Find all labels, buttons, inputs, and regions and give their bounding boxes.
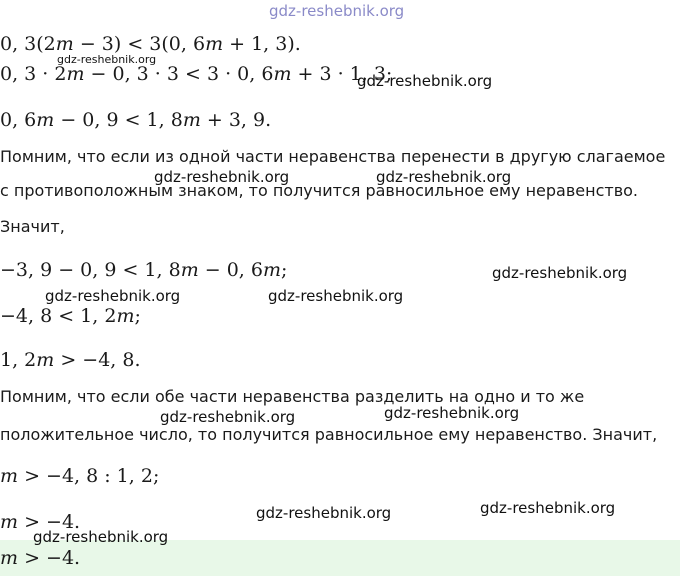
- watermark: gdz-reshebnik.org: [45, 287, 181, 305]
- watermark: gdz-reshebnik.org: [154, 168, 290, 186]
- watermark: gdz-reshebnik.org: [480, 499, 616, 517]
- math-line-6: 1, 2m > −4, 8.: [0, 349, 141, 371]
- watermark-top: gdz-reshebnik.org: [269, 2, 405, 20]
- answer-line: m > −4.: [0, 547, 81, 569]
- watermark: gdz-reshebnik.org: [33, 528, 169, 546]
- math-line-5: −4, 8 < 1, 2m;: [0, 305, 141, 327]
- text-line-5: положительное число, то получится равносильное ему неравенство. Значит,: [0, 425, 658, 444]
- watermark: gdz-reshebnik.org: [160, 408, 296, 426]
- watermark-small: gdz-reshebnik.org: [57, 53, 157, 66]
- watermark: gdz-reshebnik.org: [268, 287, 404, 305]
- math-line-3: 0, 6m − 0, 9 < 1, 8m + 3, 9.: [0, 109, 272, 131]
- watermark: gdz-reshebnik.org: [384, 404, 520, 422]
- text-line-3: Значит,: [0, 217, 65, 236]
- math-line-4: −3, 9 − 0, 9 < 1, 8m − 0, 6m;: [0, 259, 288, 281]
- math-line-7: m > −4, 8 : 1, 2;: [0, 465, 160, 487]
- math-line-1: 0, 3(2m − 3) < 3(0, 6m + 1, 3).: [0, 33, 301, 55]
- watermark: gdz-reshebnik.org: [376, 168, 512, 186]
- text-line-1: Помним, что если из одной части неравенства перенести в другую слагаемое: [0, 147, 666, 166]
- watermark: gdz-reshebnik.org: [492, 264, 628, 282]
- math-line-8: m > −4.: [0, 511, 81, 533]
- watermark: gdz-reshebnik.org: [357, 72, 493, 90]
- watermark: gdz-reshebnik.org: [256, 504, 392, 522]
- text-line-4: Помним, что если обе части неравенства разделить на одно и то же: [0, 387, 585, 406]
- text-line-2: с противоположным знаком, то получится равносильное ему неравенство.: [0, 181, 639, 200]
- math-line-2: 0, 3 · 2m − 0, 3 · 3 < 3 · 0, 6m + 3 · 1, 3;: [0, 63, 393, 85]
